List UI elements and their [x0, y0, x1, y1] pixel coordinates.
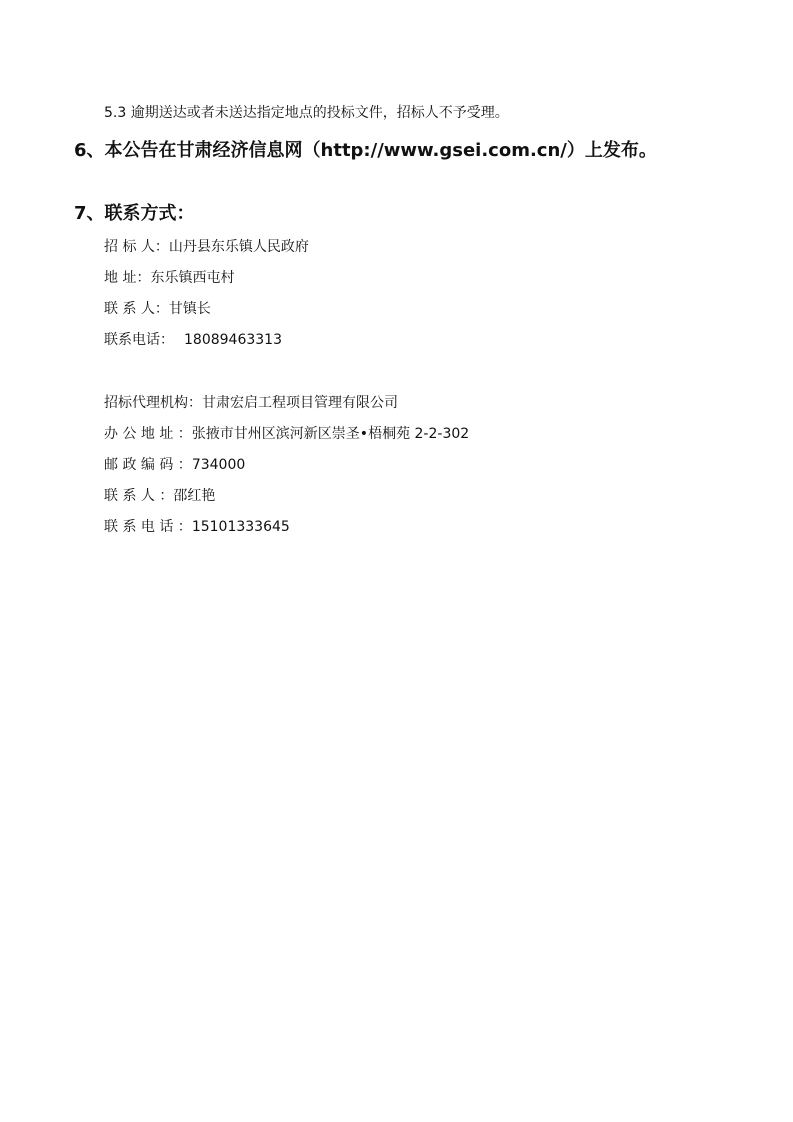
- address-row: [104, 269, 234, 287]
- contact-value: 甘镇长: [168, 301, 211, 317]
- agency-row: [104, 394, 398, 412]
- contact-row: [104, 300, 211, 318]
- phone-row: [104, 331, 282, 349]
- address-label: 地 址：: [104, 270, 151, 286]
- clause-5-3: 5.3 逾期送达或者未送达指定地点的投标文件，招标人不予受理。: [104, 105, 509, 121]
- tenderer-value: 山丹县东乐镇人民政府: [168, 239, 309, 255]
- agency-value: 甘肃宏启工程项目管理有限公司: [202, 395, 398, 411]
- postcode-value: 734000: [191, 457, 246, 473]
- section-6-heading: 6、本公告在甘肃经济信息网（http://www.gsei.com.cn/）上发布。: [74, 140, 657, 161]
- office-address-value: 张掖市甘州区滨河新区崇圣•梧桐苑 2-2-302: [191, 426, 470, 442]
- office-address-label: 办 公 地 址 ：: [104, 426, 192, 442]
- address-value: 东乐镇西屯村: [150, 270, 235, 286]
- agency-contact-row: [104, 487, 215, 505]
- agency-phone-label: 联 系 电 话 ：: [104, 519, 192, 535]
- phone-value: 18089463313: [184, 332, 282, 348]
- agency-phone-value: 15101333645: [191, 519, 290, 535]
- office-address-row: [104, 425, 469, 443]
- tenderer-label: 招 标 人：: [104, 239, 169, 255]
- agency-contact-value: 邵红艳: [173, 488, 216, 504]
- postcode-label: 邮 政 编 码 ：: [104, 457, 192, 473]
- section-7-heading: 7、联系方式：: [74, 203, 195, 224]
- agency-contact-label: 联 系 人 ：: [104, 488, 174, 504]
- postcode-row: [104, 456, 245, 474]
- phone-label: 联系电话：: [104, 332, 174, 348]
- contact-label: 联 系 人：: [104, 301, 169, 317]
- agency-phone-row: [104, 518, 290, 536]
- tenderer-row: [104, 238, 309, 256]
- agency-label: 招标代理机构：: [104, 395, 202, 411]
